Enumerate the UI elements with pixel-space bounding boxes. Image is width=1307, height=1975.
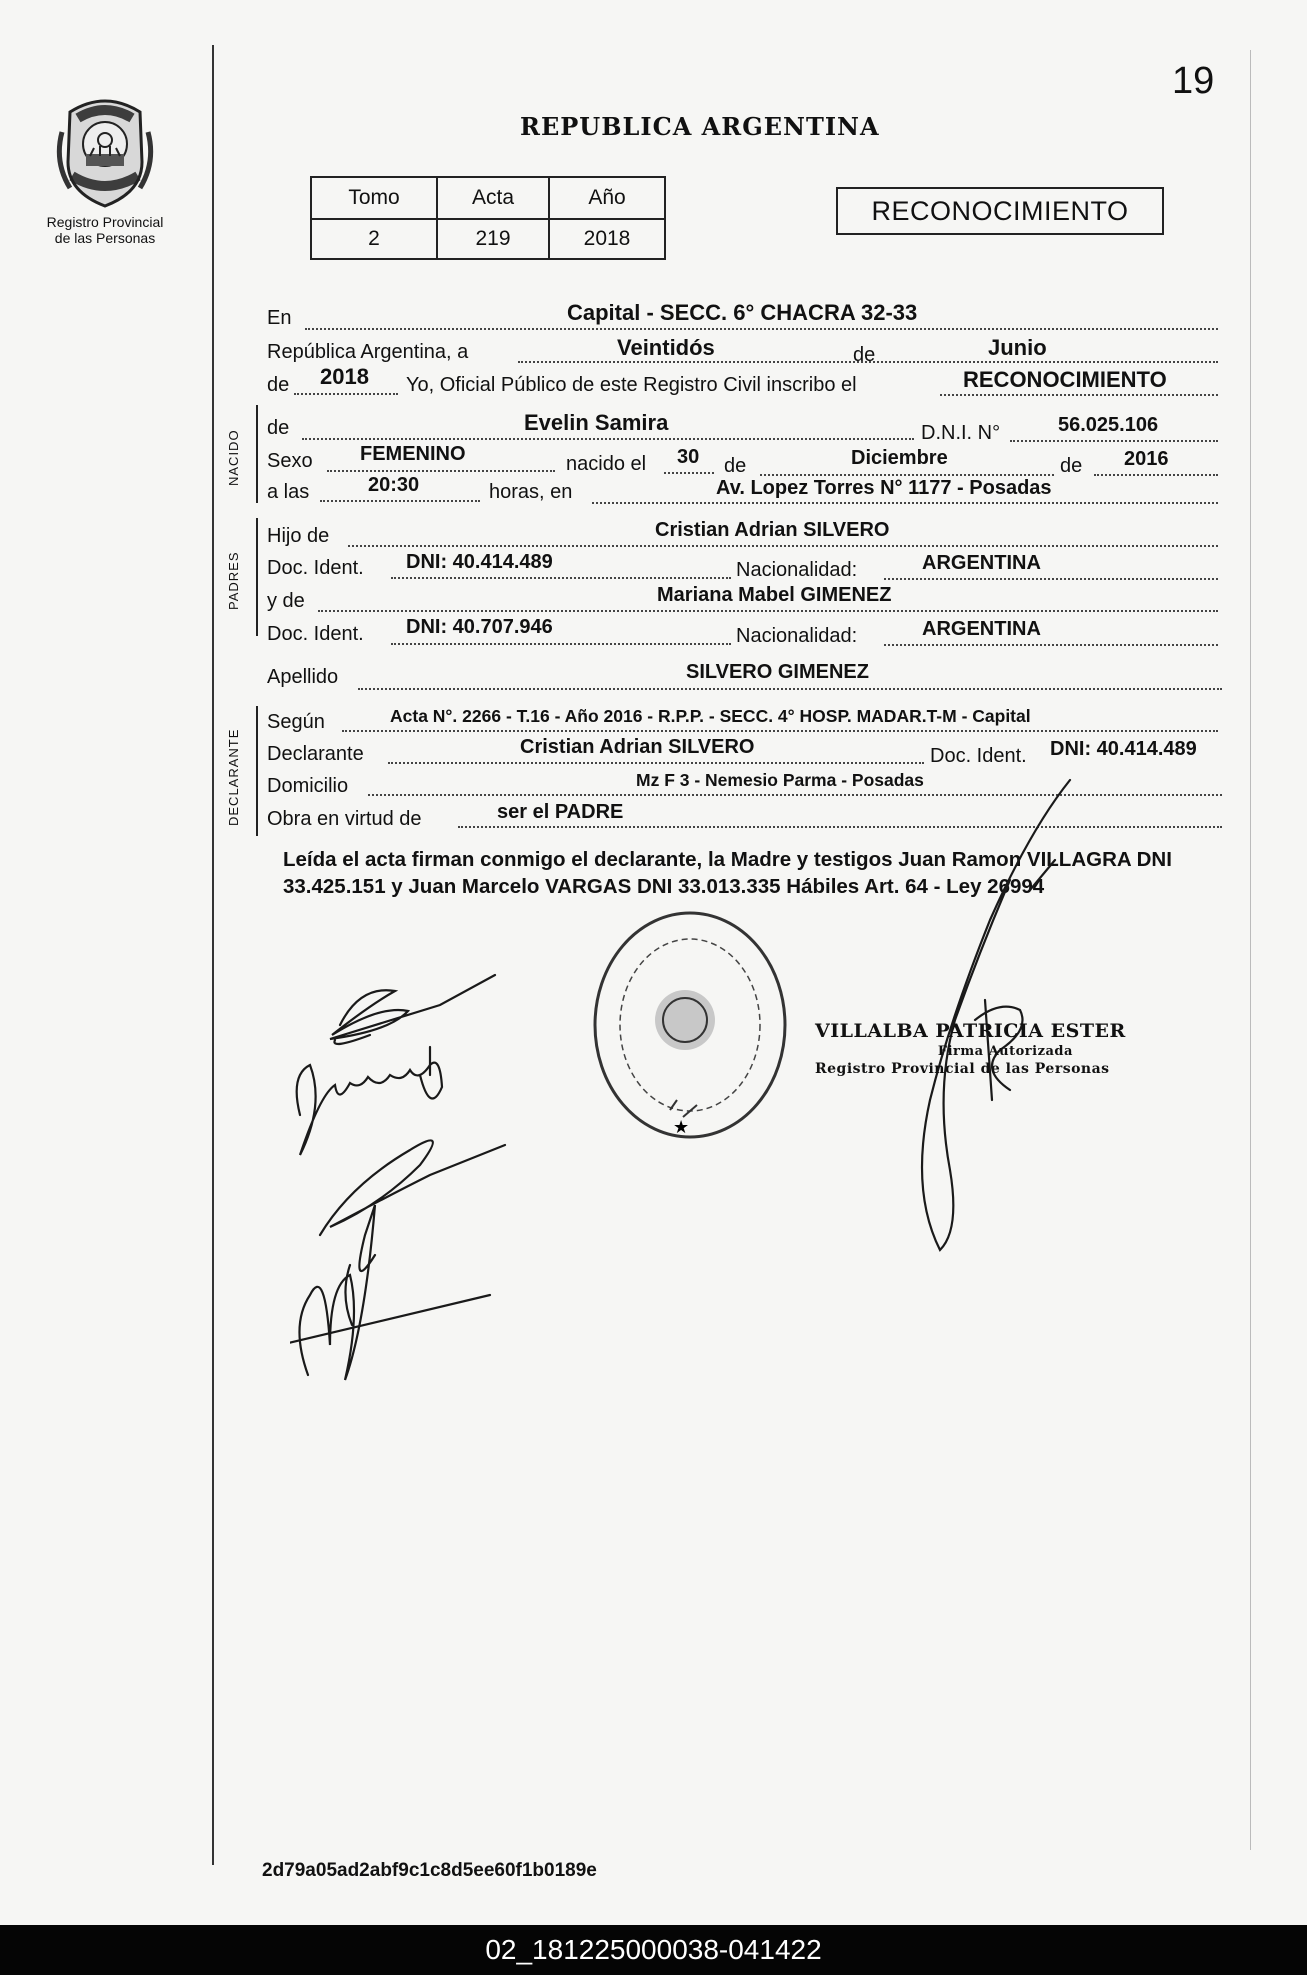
apellido-dotline: [358, 688, 1222, 690]
padres-label: PADRES: [226, 551, 241, 610]
declarante-doc-label: Doc. Ident.: [930, 745, 1027, 767]
apellido-label: Apellido: [267, 666, 339, 688]
tomo-value: 2: [311, 219, 437, 259]
dni-dotline: [1010, 440, 1218, 442]
father-dotline: [348, 545, 1218, 547]
birth-time: 20:30: [368, 474, 420, 496]
child-name: Evelin Samira: [524, 410, 669, 435]
document-title: REPUBLICA ARGENTINA: [520, 112, 880, 141]
domicilio-label: Domicilio: [267, 775, 349, 797]
left-margin-line: [212, 45, 214, 1865]
sexo-label: Sexo: [267, 450, 313, 472]
official-signature-icon: [880, 770, 1080, 1260]
inscribo-dotline: [940, 394, 1218, 396]
ano-value: 2018: [549, 219, 665, 259]
declarante-label: DECLARANTE: [226, 728, 241, 826]
father-doc: DNI: 40.414.489: [406, 551, 553, 573]
inscribo-text: Yo, Oficial Público de este Registro Civil inscribo el: [406, 374, 857, 396]
horas-label: horas, en: [489, 481, 573, 503]
father-name: Cristian Adrian SILVERO: [655, 519, 890, 541]
document-hash: 2d79a05ad2abf9c1c8d5ee60f1b0189e: [262, 1860, 597, 1881]
right-margin-line: [1250, 50, 1251, 1850]
dni-label: D.N.I. N°: [921, 422, 1001, 444]
en-dotline: [305, 328, 1218, 330]
mother-doc-dotline: [391, 643, 731, 645]
officer-block: [815, 1020, 1126, 1077]
sexo-value: FEMENINO: [360, 443, 466, 465]
republica-label: República Argentina, a: [267, 341, 469, 363]
crest-icon: [50, 92, 160, 210]
obra-value: ser el PADRE: [497, 801, 624, 823]
domicilio-dotline: [368, 794, 1222, 796]
acta-value: 219: [437, 219, 549, 259]
father-doc-dotline: [391, 577, 731, 579]
declarante-dotline: [388, 762, 924, 764]
segun-dotline: [342, 730, 1218, 732]
witness-signatures-icon: [290, 965, 510, 1405]
year-dotline: [294, 393, 398, 395]
mother-dotline: [318, 610, 1218, 612]
month-value: Junio: [988, 335, 1047, 360]
declarante-bar: [256, 706, 258, 836]
birth-place: Av. Lopez Torres N° 1177 - Posadas: [716, 477, 1052, 499]
name-dotline: [302, 438, 914, 440]
mother-doc-label: Doc. Ident.: [267, 623, 364, 645]
day-value: Veintidós: [617, 335, 715, 360]
year-prefix: de: [267, 374, 290, 396]
nacido-label: NACIDO: [226, 429, 241, 486]
officer-office: Registro Provincial de las Personas: [815, 1061, 1110, 1077]
provincial-seal: [40, 92, 170, 262]
nacido-de-label: de: [267, 417, 290, 439]
hijo-de-label: Hijo de: [267, 525, 330, 547]
de-label-2: de: [724, 455, 747, 477]
inscribo-value: RECONOCIMIENTO: [963, 367, 1167, 392]
padres-bar: [256, 518, 258, 636]
domicilio-value: Mz F 3 - Nemesio Parma - Posadas: [636, 770, 924, 790]
birth-day: 30: [677, 446, 700, 468]
declarante-name: Cristian Adrian SILVERO: [520, 736, 755, 758]
seal-caption-line1: Registro Provincial: [46, 214, 164, 230]
place-dotline: [592, 502, 1218, 504]
birth-month: Diciembre: [851, 447, 948, 469]
footer-code: 02_181225000038-041422: [0, 1925, 1307, 1975]
segun-label: Según: [267, 711, 325, 733]
father-doc-label: Doc. Ident.: [267, 557, 364, 579]
registro-table: [310, 176, 666, 260]
tomo-header: Tomo: [311, 177, 437, 219]
father-nat-label: Nacionalidad:: [736, 559, 858, 581]
father-nat-dotline: [884, 578, 1218, 580]
year-value: 2018: [320, 364, 369, 389]
birthday-dotline: [664, 472, 714, 474]
mother-name: Mariana Mabel GIMENEZ: [657, 584, 892, 606]
father-nat: ARGENTINA: [922, 552, 1041, 574]
official-stamp-icon: [585, 905, 795, 1145]
acta-header: Acta: [437, 177, 549, 219]
birthyear-dotline: [1094, 474, 1218, 476]
page-number: 19: [1172, 60, 1215, 102]
segun-value: Acta N°. 2266 - T.16 - Año 2016 - R.P.P. - SECC. 4° HOSP. MADAR.T-M - Capital: [390, 706, 1031, 726]
nacido-el-label: nacido el: [566, 453, 647, 475]
en-label: En: [267, 307, 292, 329]
act-type-box: RECONOCIMIENTO: [836, 187, 1164, 235]
declarante-doc: DNI: 40.414.489: [1050, 738, 1197, 760]
obra-label: Obra en virtud de: [267, 808, 422, 830]
time-dotline: [320, 500, 480, 502]
de-label-3: de: [1060, 455, 1083, 477]
apellido-value: SILVERO GIMENEZ: [686, 661, 869, 683]
alas-label: a las: [267, 481, 310, 503]
closing-paragraph: Leída el acta firman conmigo el declarante, la Madre y testigos Juan Ramon VILLAGRA DNI 33.425.151 y Juan Marcelo VARGAS DNI 33.013.335 Hábiles Art. 64 - Ley 26994: [283, 848, 1172, 898]
officer-role: Firma Autorizada: [937, 1044, 1073, 1059]
nacido-bar: [256, 405, 258, 503]
svg-text:★: ★: [673, 1117, 690, 1138]
de-label: de: [853, 344, 876, 366]
officer-name: VILLALBA PATRICIA ESTER: [815, 1020, 1126, 1042]
mother-nat-dotline: [884, 644, 1218, 646]
seal-caption-line2: de las Personas: [54, 230, 156, 246]
yde-label: y de: [267, 590, 305, 612]
mother-doc: DNI: 40.707.946: [406, 616, 553, 638]
mother-nat: ARGENTINA: [922, 618, 1041, 640]
mother-nat-label: Nacionalidad:: [736, 625, 858, 647]
sexo-dotline: [327, 470, 555, 472]
child-dni: 56.025.106: [1058, 414, 1159, 436]
birth-year: 2016: [1124, 448, 1169, 470]
ano-header: Año: [549, 177, 665, 219]
place-value: Capital - SECC. 6° CHACRA 32-33: [567, 300, 918, 325]
declarante-name-label: Declarante: [267, 743, 364, 765]
obra-dotline: [458, 826, 1222, 828]
